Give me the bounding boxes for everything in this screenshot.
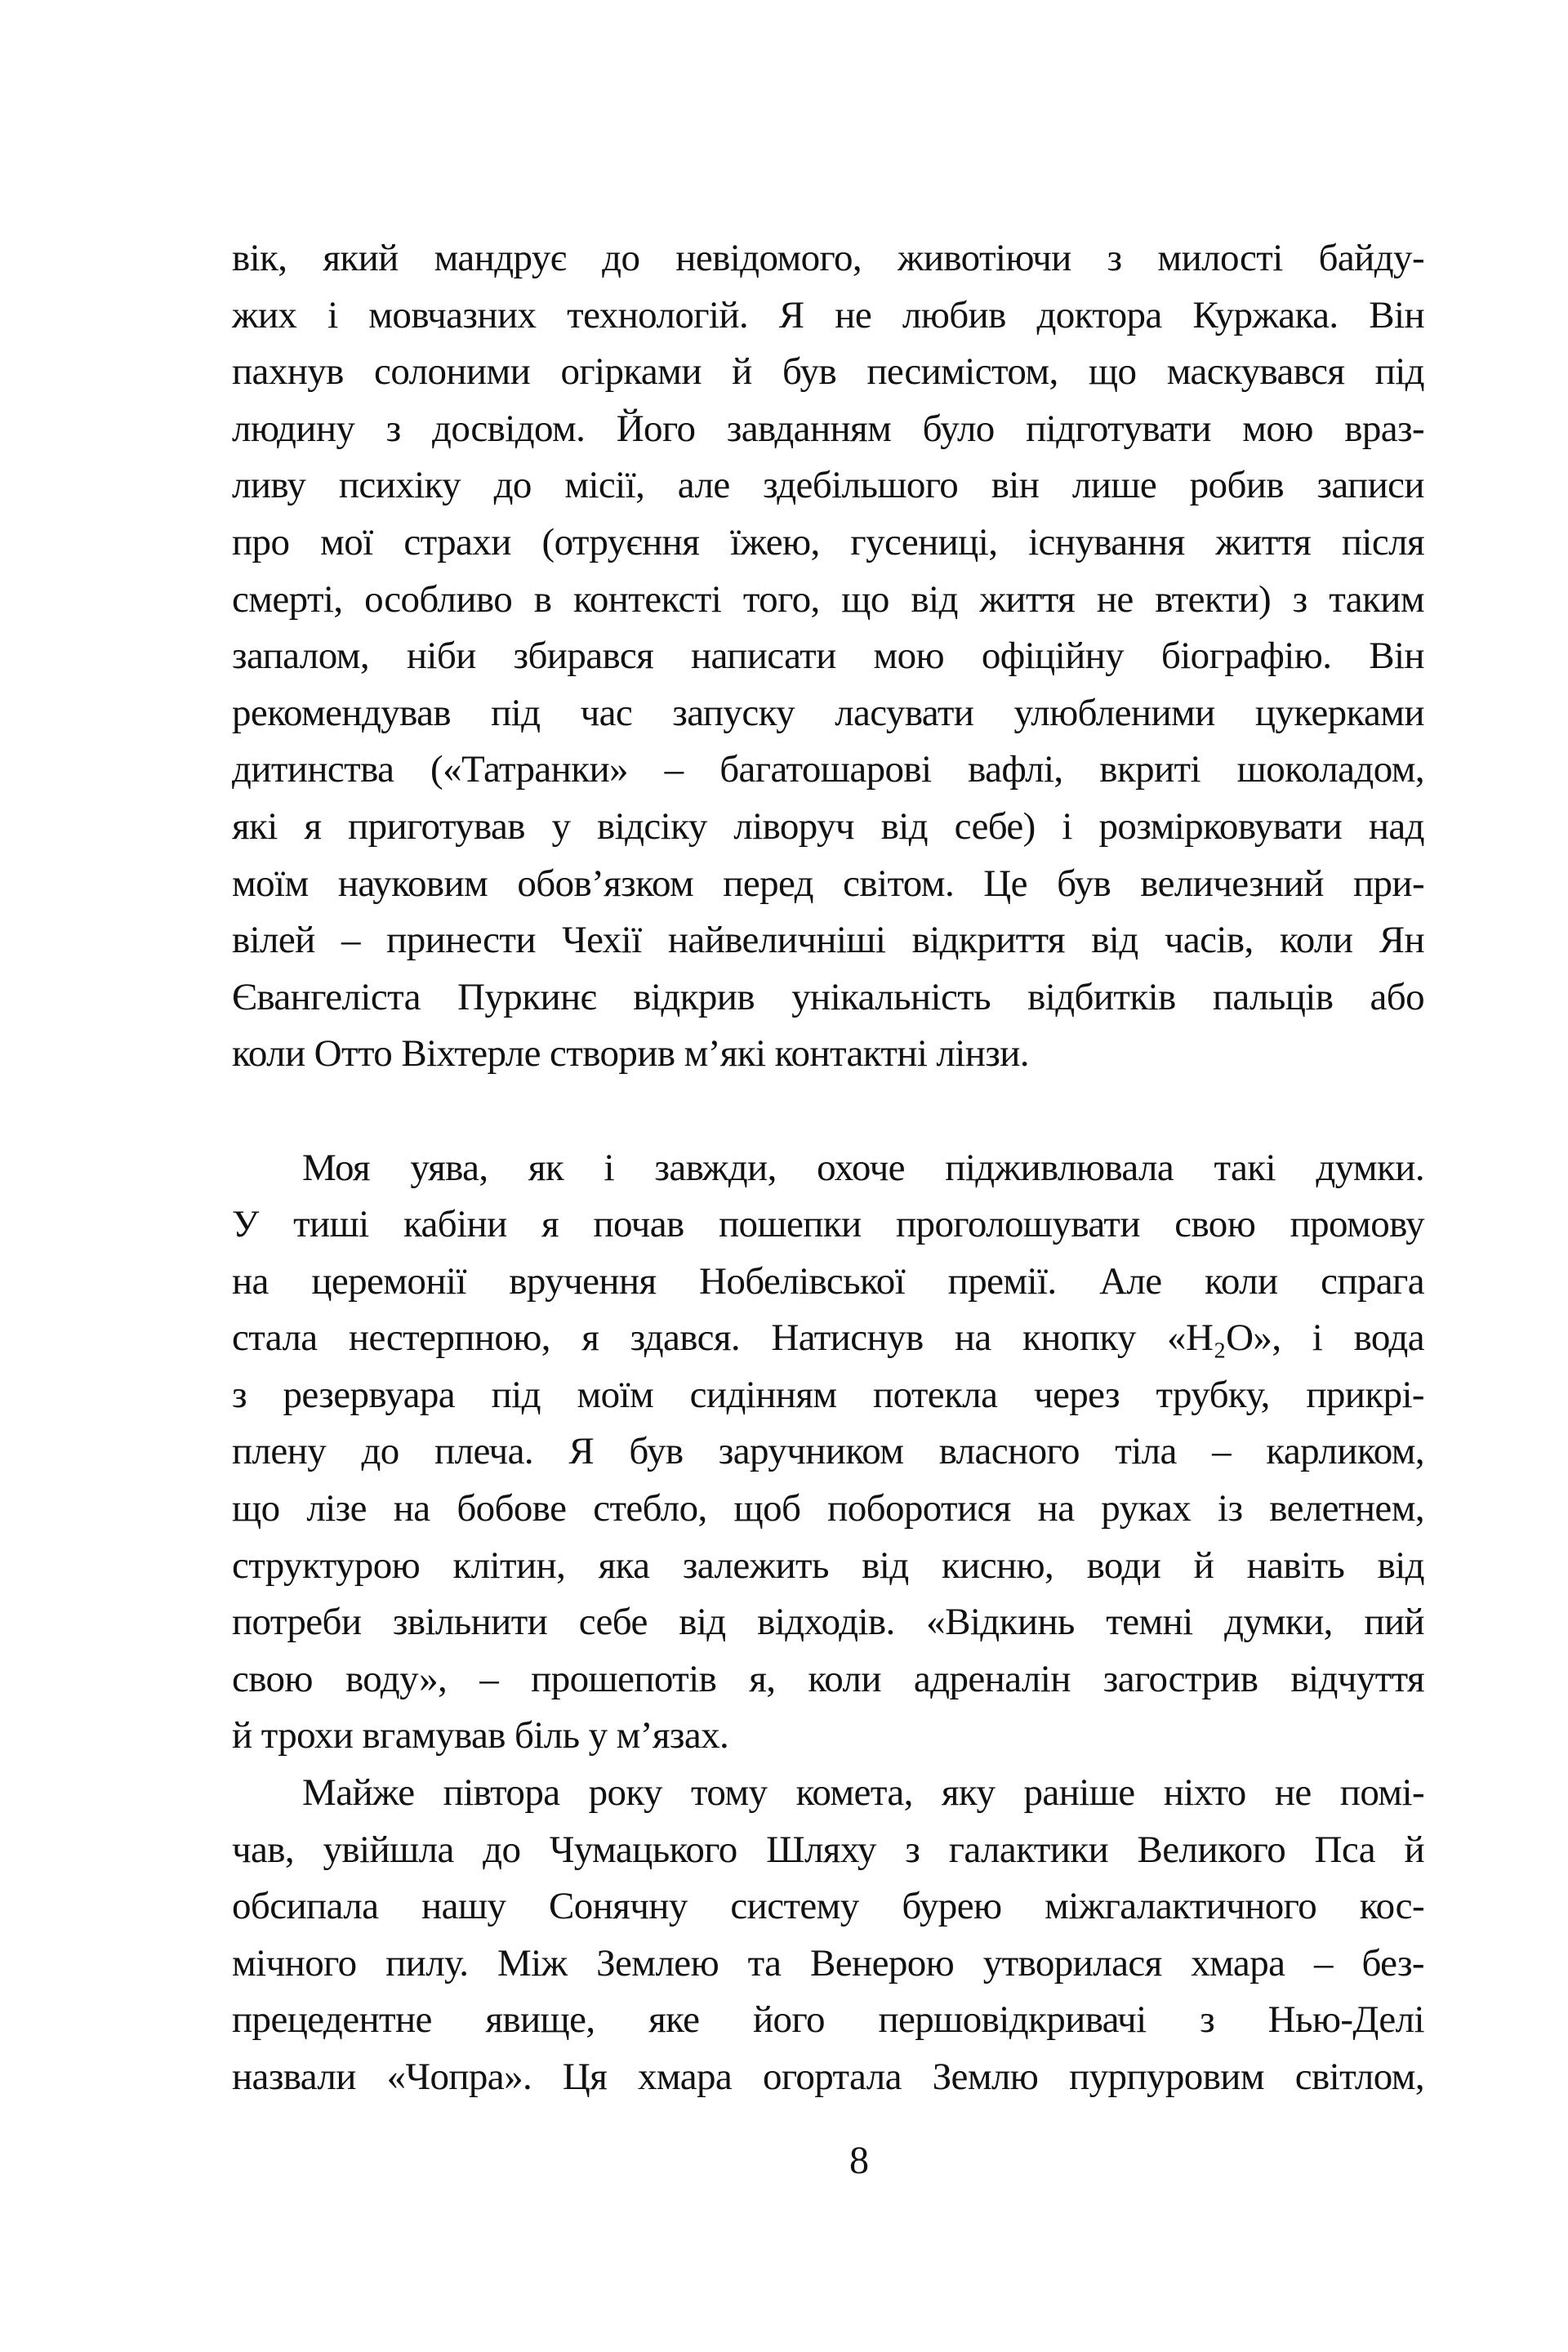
text-line: які я приготував у відсіку ліворуч від себе) і розмірковувати над [232, 804, 1424, 848]
text-line: потреби звільнити себе від відходів. «Відкинь темні думки, пий [232, 1601, 1424, 1644]
text-line: вік, який мандрує до невідомого, животіючи з милості байду- [232, 237, 1424, 279]
section-break [232, 1083, 1424, 1140]
text-line: смерті, особливо в контексті того, що від життя не втекти) з таким [232, 577, 1424, 621]
text-line: прецедентне явище, яке його першовідкривачі з Нью-Делі [232, 1998, 1424, 2042]
text-line: назвали «Чопра». Ця хмара огортала Землю пурпуровим світлом, [232, 2056, 1424, 2098]
text-line: коли Отто Віхтерле створив м’які контактні лінзи. [232, 1032, 1029, 1076]
text-line: пахнув солоними огірками й був песимістом, що маскувався під [232, 350, 1424, 394]
text-line: Євангеліста Пуркинє відкрив унікальність відбитків пальців або [232, 975, 1424, 1018]
text-line: дитинства («Татранки» – багатошарові вафлі, вкриті шоколадом, [232, 748, 1424, 791]
page-number: 8 [849, 2139, 869, 2182]
text-line: на церемонії вручення Нобелівської премії. Але коли спрага [232, 1259, 1424, 1303]
text-line: моїм науковим обов’язком перед світом. Це був величезний при- [232, 862, 1424, 905]
text-line: У тиші кабіни я почав пошепки проголошувати свою промову [232, 1203, 1424, 1246]
text-line: чав, увійшла до Чумацького Шляху з галактики Великого Пса й [232, 1828, 1424, 1871]
text-line: структурою клітин, яка залежить від кисню, води й навіть від [232, 1544, 1424, 1587]
text-line: ливу психіку до місії, але здебільшого він лише робив записи [232, 464, 1424, 507]
text-line: мічного пилу. Між Землею та Венерою утворилася хмара – без- [232, 1941, 1424, 1984]
paragraph-1 [232, 230, 1424, 1083]
text-line: обсипала нашу Сонячну систему бурею міжгалактичного кос- [232, 1885, 1424, 1928]
text-line: вілей – принести Чехії найвеличніші відкриття від часів, коли Ян [232, 919, 1424, 962]
text-line: людину з досвідом. Його завданням було підготувати мою враз- [232, 407, 1424, 450]
text-line: плену до плеча. Я був заручником власного тіла – карликом, [232, 1430, 1424, 1473]
text-line: свою воду», – прошепотів я, коли адреналін загострив відчуття [232, 1657, 1424, 1700]
text-line: про мої страхи (отруєння їжею, гусениці, існування життя після [232, 520, 1424, 564]
text-line: стала нестерпною, я здався. Натиснув на кнопку «H₂O», і вода [232, 1316, 1424, 1360]
paragraph-3 [232, 1765, 1424, 2106]
text-line: що лізе на бобове стебло, щоб поборотися на руках із велетнем, [232, 1487, 1424, 1530]
text-line: рекомендував під час запуску ласувати улюбленими цукерками [232, 691, 1424, 734]
text-line: жих і мовчазних технологій. Я не любив доктора Куржака. Він [232, 293, 1424, 336]
paragraph-2 [232, 1140, 1424, 1766]
text-line: запалом, ніби збирався написати мою офіційну біографію. Він [232, 635, 1424, 678]
text-line: Майже півтора року тому комета, яку раніше ніхто не помі- [302, 1771, 1424, 1815]
text-line: Моя уява, як і завжди, охоче підживлювала такі думки. [302, 1146, 1424, 1189]
body-text [232, 230, 1424, 2106]
text-line: з резервуара під моїм сидінням потекла через трубку, прикрі- [232, 1373, 1424, 1416]
text-line: й трохи вгамував біль у м’язах. [232, 1714, 729, 1757]
